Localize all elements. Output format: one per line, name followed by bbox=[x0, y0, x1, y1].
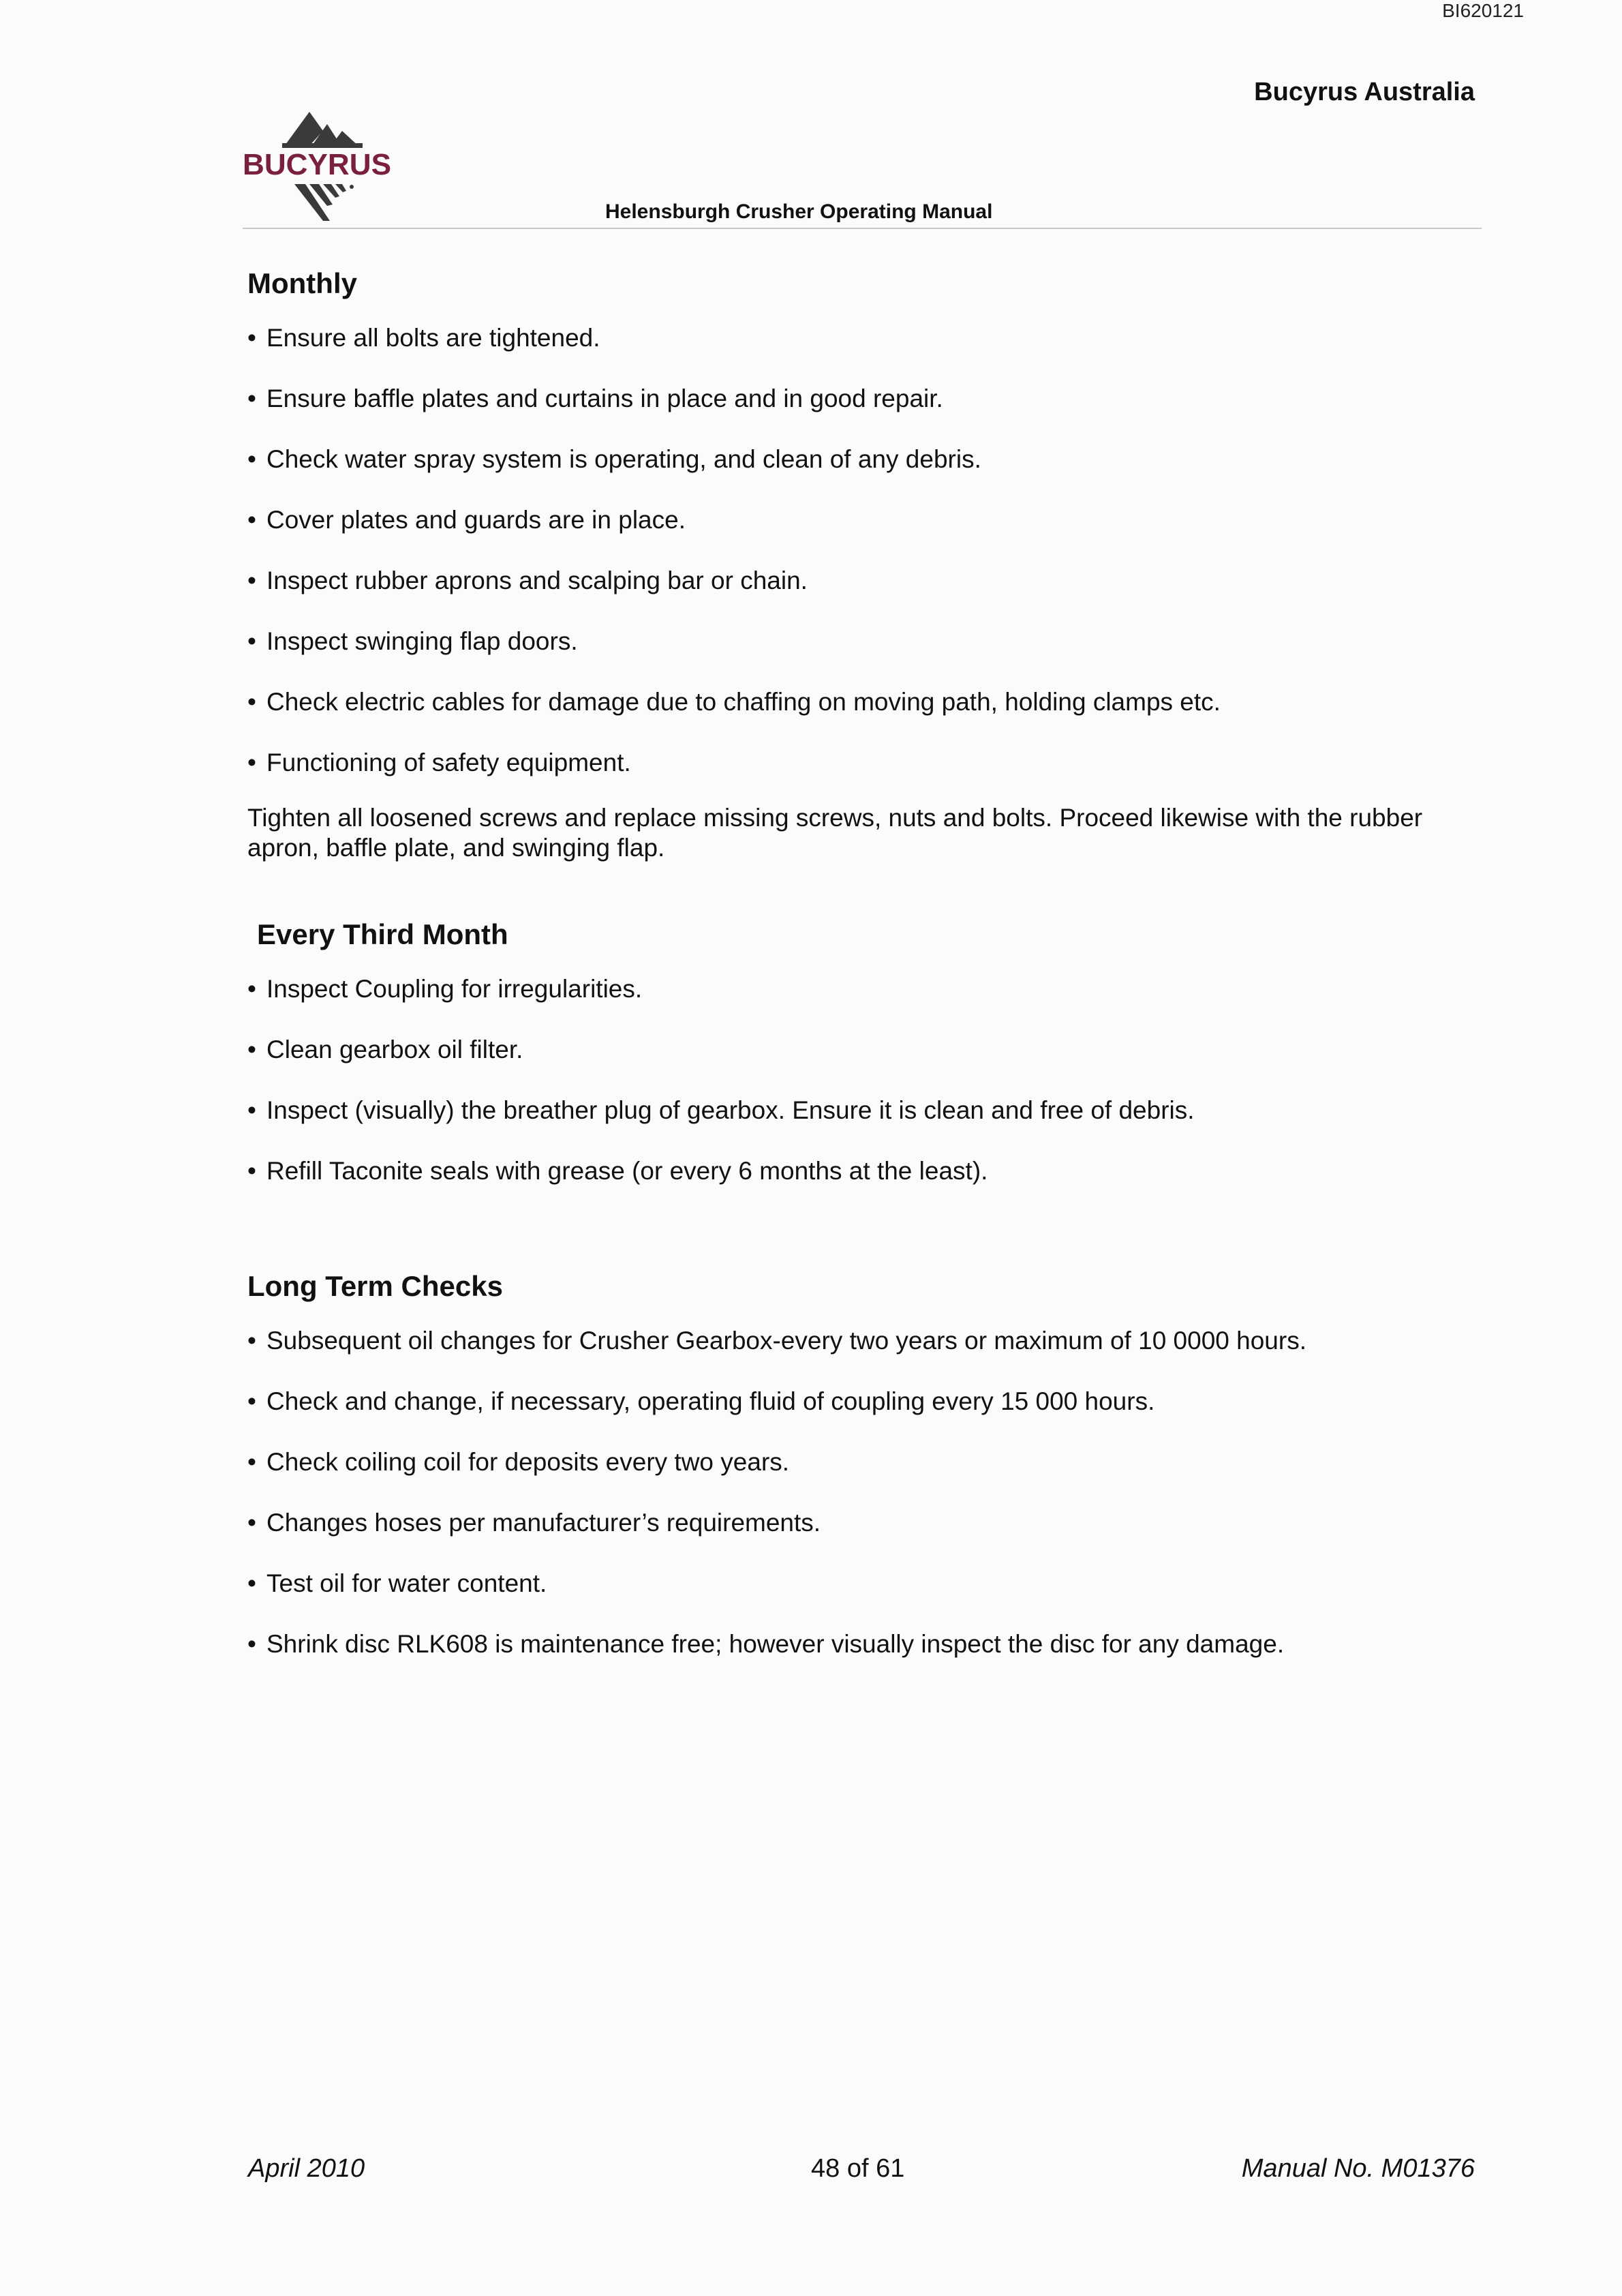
bullet: • bbox=[247, 567, 256, 594]
list-item bbox=[247, 1505, 1481, 1541]
manual-number: Manual No. M01376 bbox=[1241, 2154, 1475, 2183]
bullet: • bbox=[247, 1569, 256, 1597]
bullet: • bbox=[247, 1157, 256, 1185]
monthly-note: Tighten all loosened screws and replace missing screws, nuts and bolts. Proceed likewise with the rubber apron, baffle plate, and swinging flap. bbox=[247, 804, 1423, 862]
list-item-text: Functioning of safety equipment. bbox=[266, 749, 631, 776]
bullet: • bbox=[247, 324, 256, 352]
list-item-text: Subsequent oil changes for Crusher Gearbox-every two years or maximum of 10 0000 hours. bbox=[266, 1327, 1306, 1355]
list-item-text: Ensure baffle plates and curtains in place and in good repair. bbox=[266, 384, 943, 412]
document-id: BI620121 bbox=[1442, 0, 1524, 21]
logo-stripe-4 bbox=[335, 184, 346, 192]
list-item-text: Test oil for water content. bbox=[266, 1569, 547, 1597]
list-item-text: Clean gearbox oil filter. bbox=[266, 1036, 523, 1063]
list-item-text: Check coiling coil for deposits every two years. bbox=[266, 1448, 790, 1476]
list-item-text: Shrink disc RLK608 is maintenance free; however visually inspect the disc for any damage. bbox=[266, 1630, 1285, 1658]
bullet: • bbox=[247, 627, 256, 655]
list-item-text: Check electric cables for damage due to chaffing on moving path, holding clamps etc. bbox=[266, 688, 1221, 716]
list-item bbox=[247, 381, 1481, 417]
logo-wordmark: BUCYRUS bbox=[243, 148, 391, 181]
section-every-third-month bbox=[247, 916, 1481, 1214]
list-item-text: Inspect swinging flap doors. bbox=[266, 627, 578, 655]
list-item-text: Cover plates and guards are in place. bbox=[266, 506, 686, 534]
section-monthly bbox=[247, 265, 1481, 863]
list-item bbox=[247, 1153, 1481, 1189]
list-item bbox=[247, 1093, 1481, 1128]
section-heading-long-term-checks: Long Term Checks bbox=[247, 1270, 503, 1302]
list-item bbox=[247, 1445, 1481, 1480]
list-item bbox=[247, 624, 1481, 659]
list-item bbox=[247, 563, 1481, 599]
bullet: • bbox=[247, 384, 256, 412]
manual-title: Helensburgh Crusher Operating Manual bbox=[605, 200, 993, 223]
list-item bbox=[247, 971, 1481, 1007]
bullet: • bbox=[247, 1630, 256, 1658]
bullet: • bbox=[247, 1387, 256, 1415]
list-item bbox=[247, 442, 1481, 477]
section-heading-monthly: Monthly bbox=[247, 267, 357, 299]
list-item-text: Inspect (visually) the breather plug of gearbox. Ensure it is clean and free of debris. bbox=[266, 1096, 1195, 1124]
list-item bbox=[247, 502, 1481, 538]
long-term-list bbox=[247, 1323, 1481, 1662]
list-item-text: Changes hoses per manufacturer’s requirements. bbox=[266, 1509, 821, 1537]
list-item bbox=[247, 1032, 1481, 1068]
list-item bbox=[247, 320, 1481, 356]
bucyrus-logo bbox=[243, 104, 399, 226]
list-item bbox=[247, 1384, 1481, 1419]
page-number: 48 of 61 bbox=[811, 2154, 905, 2183]
list-item bbox=[247, 1627, 1481, 1662]
third-month-list bbox=[247, 971, 1481, 1189]
bullet: • bbox=[247, 975, 256, 1003]
bullet: • bbox=[247, 1448, 256, 1476]
list-item bbox=[247, 1566, 1481, 1601]
list-item-text: Check water spray system is operating, and clean of any debris. bbox=[266, 445, 981, 473]
bullet: • bbox=[247, 1096, 256, 1124]
list-item bbox=[247, 1323, 1481, 1359]
list-item-text: Inspect rubber aprons and scalping bar or chain. bbox=[266, 567, 808, 594]
list-item bbox=[247, 684, 1481, 720]
bullet: • bbox=[247, 1036, 256, 1063]
bullet: • bbox=[247, 749, 256, 776]
bullet: • bbox=[247, 1327, 256, 1355]
logo-registered-mark bbox=[350, 185, 354, 189]
footer-date: April 2010 bbox=[248, 2154, 365, 2183]
list-item-text: Inspect Coupling for irregularities. bbox=[266, 975, 643, 1003]
list-item-text: Refill Taconite seals with grease (or every 6 months at the least). bbox=[266, 1157, 988, 1185]
bullet: • bbox=[247, 445, 256, 473]
list-item-text: Check and change, if necessary, operating fluid of coupling every 15 000 hours. bbox=[266, 1387, 1155, 1415]
header-divider bbox=[243, 228, 1482, 229]
section-heading-every-third-month: Every Third Month bbox=[257, 918, 508, 950]
bullet: • bbox=[247, 506, 256, 534]
monthly-list bbox=[247, 320, 1481, 781]
section-long-term-checks bbox=[247, 1267, 1481, 1687]
list-item-text: Ensure all bolts are tightened. bbox=[266, 324, 600, 352]
list-item bbox=[247, 745, 1481, 781]
company-name: Bucyrus Australia bbox=[1254, 78, 1475, 106]
bullet: • bbox=[247, 1509, 256, 1537]
bullet: • bbox=[247, 688, 256, 716]
logo-band bbox=[282, 143, 363, 148]
